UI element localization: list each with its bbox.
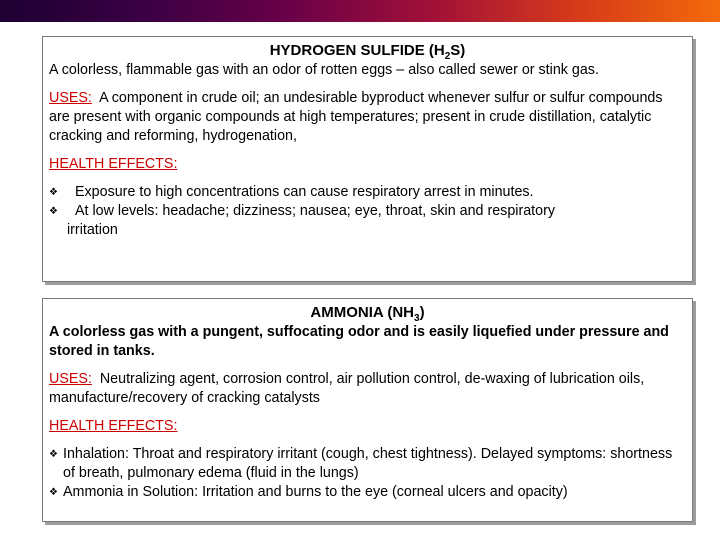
diamond-bullet-icon: ❖ <box>49 449 58 460</box>
h2s-health-heading: HEALTH EFFECTS: <box>49 156 178 172</box>
diamond-bullet-icon: ❖ <box>49 206 58 217</box>
h2s-description: A colorless, flammable gas with an odor of rotten eggs – also called sewer or stink gas. <box>49 62 599 78</box>
nh3-title: AMMONIA $(NH_3)$ <box>310 304 425 324</box>
list-item: ❖ Inhalation: Throat and respiratory irritant (cough, chest tightness). Delayed symptoms: shortness of breath, pulmonary edema (fluid in the lungs) <box>49 446 673 481</box>
h2s-uses: USES: A component in crude oil; an undesirable byproduct whenever sulfur or sulfur compounds are present with organic compounds at high temperatures; present in crude distillation, catalytic cracking and reforming, hydrogenation, <box>49 90 663 144</box>
diamond-bullet-icon: ❖ <box>49 487 58 498</box>
nh3-health-heading: HEALTH EFFECTS: <box>49 418 178 434</box>
diamond-bullet-icon: ❖ <box>49 187 58 198</box>
nh3-effects-list <box>49 445 686 502</box>
list-item: ❖ Ammonia in Solution: Irritation and burns to the eye (corneal ulcers and opacity) <box>49 484 568 500</box>
h2s-title: HYDROGEN SULFIDE $(H_2S)$ <box>269 42 466 62</box>
nh3-card <box>42 298 693 522</box>
header-gradient-bar <box>0 0 720 22</box>
nh3-uses-label: USES: <box>49 371 92 387</box>
h2s-effect-continuation: irritation <box>67 222 118 238</box>
nh3-description: A colorless gas with a pungent, suffocating odor and is easily liquefied under pressure and stored in tanks. <box>49 324 669 359</box>
h2s-uses-label: USES: <box>49 90 92 106</box>
list-item: ❖ Exposure to high concentrations can cause respiratory arrest in minutes. <box>49 184 534 200</box>
nh3-uses: USES: Neutralizing agent, corrosion control, air pollution control, de-waxing of lubrication oils, manufacture/recovery of cracking catalysts <box>49 371 645 406</box>
list-item: ❖ At low levels: headache; dizziness; nausea; eye, throat, skin and respiratory <box>49 203 555 219</box>
h2s-card <box>42 36 693 282</box>
h2s-effects-list <box>49 183 686 221</box>
